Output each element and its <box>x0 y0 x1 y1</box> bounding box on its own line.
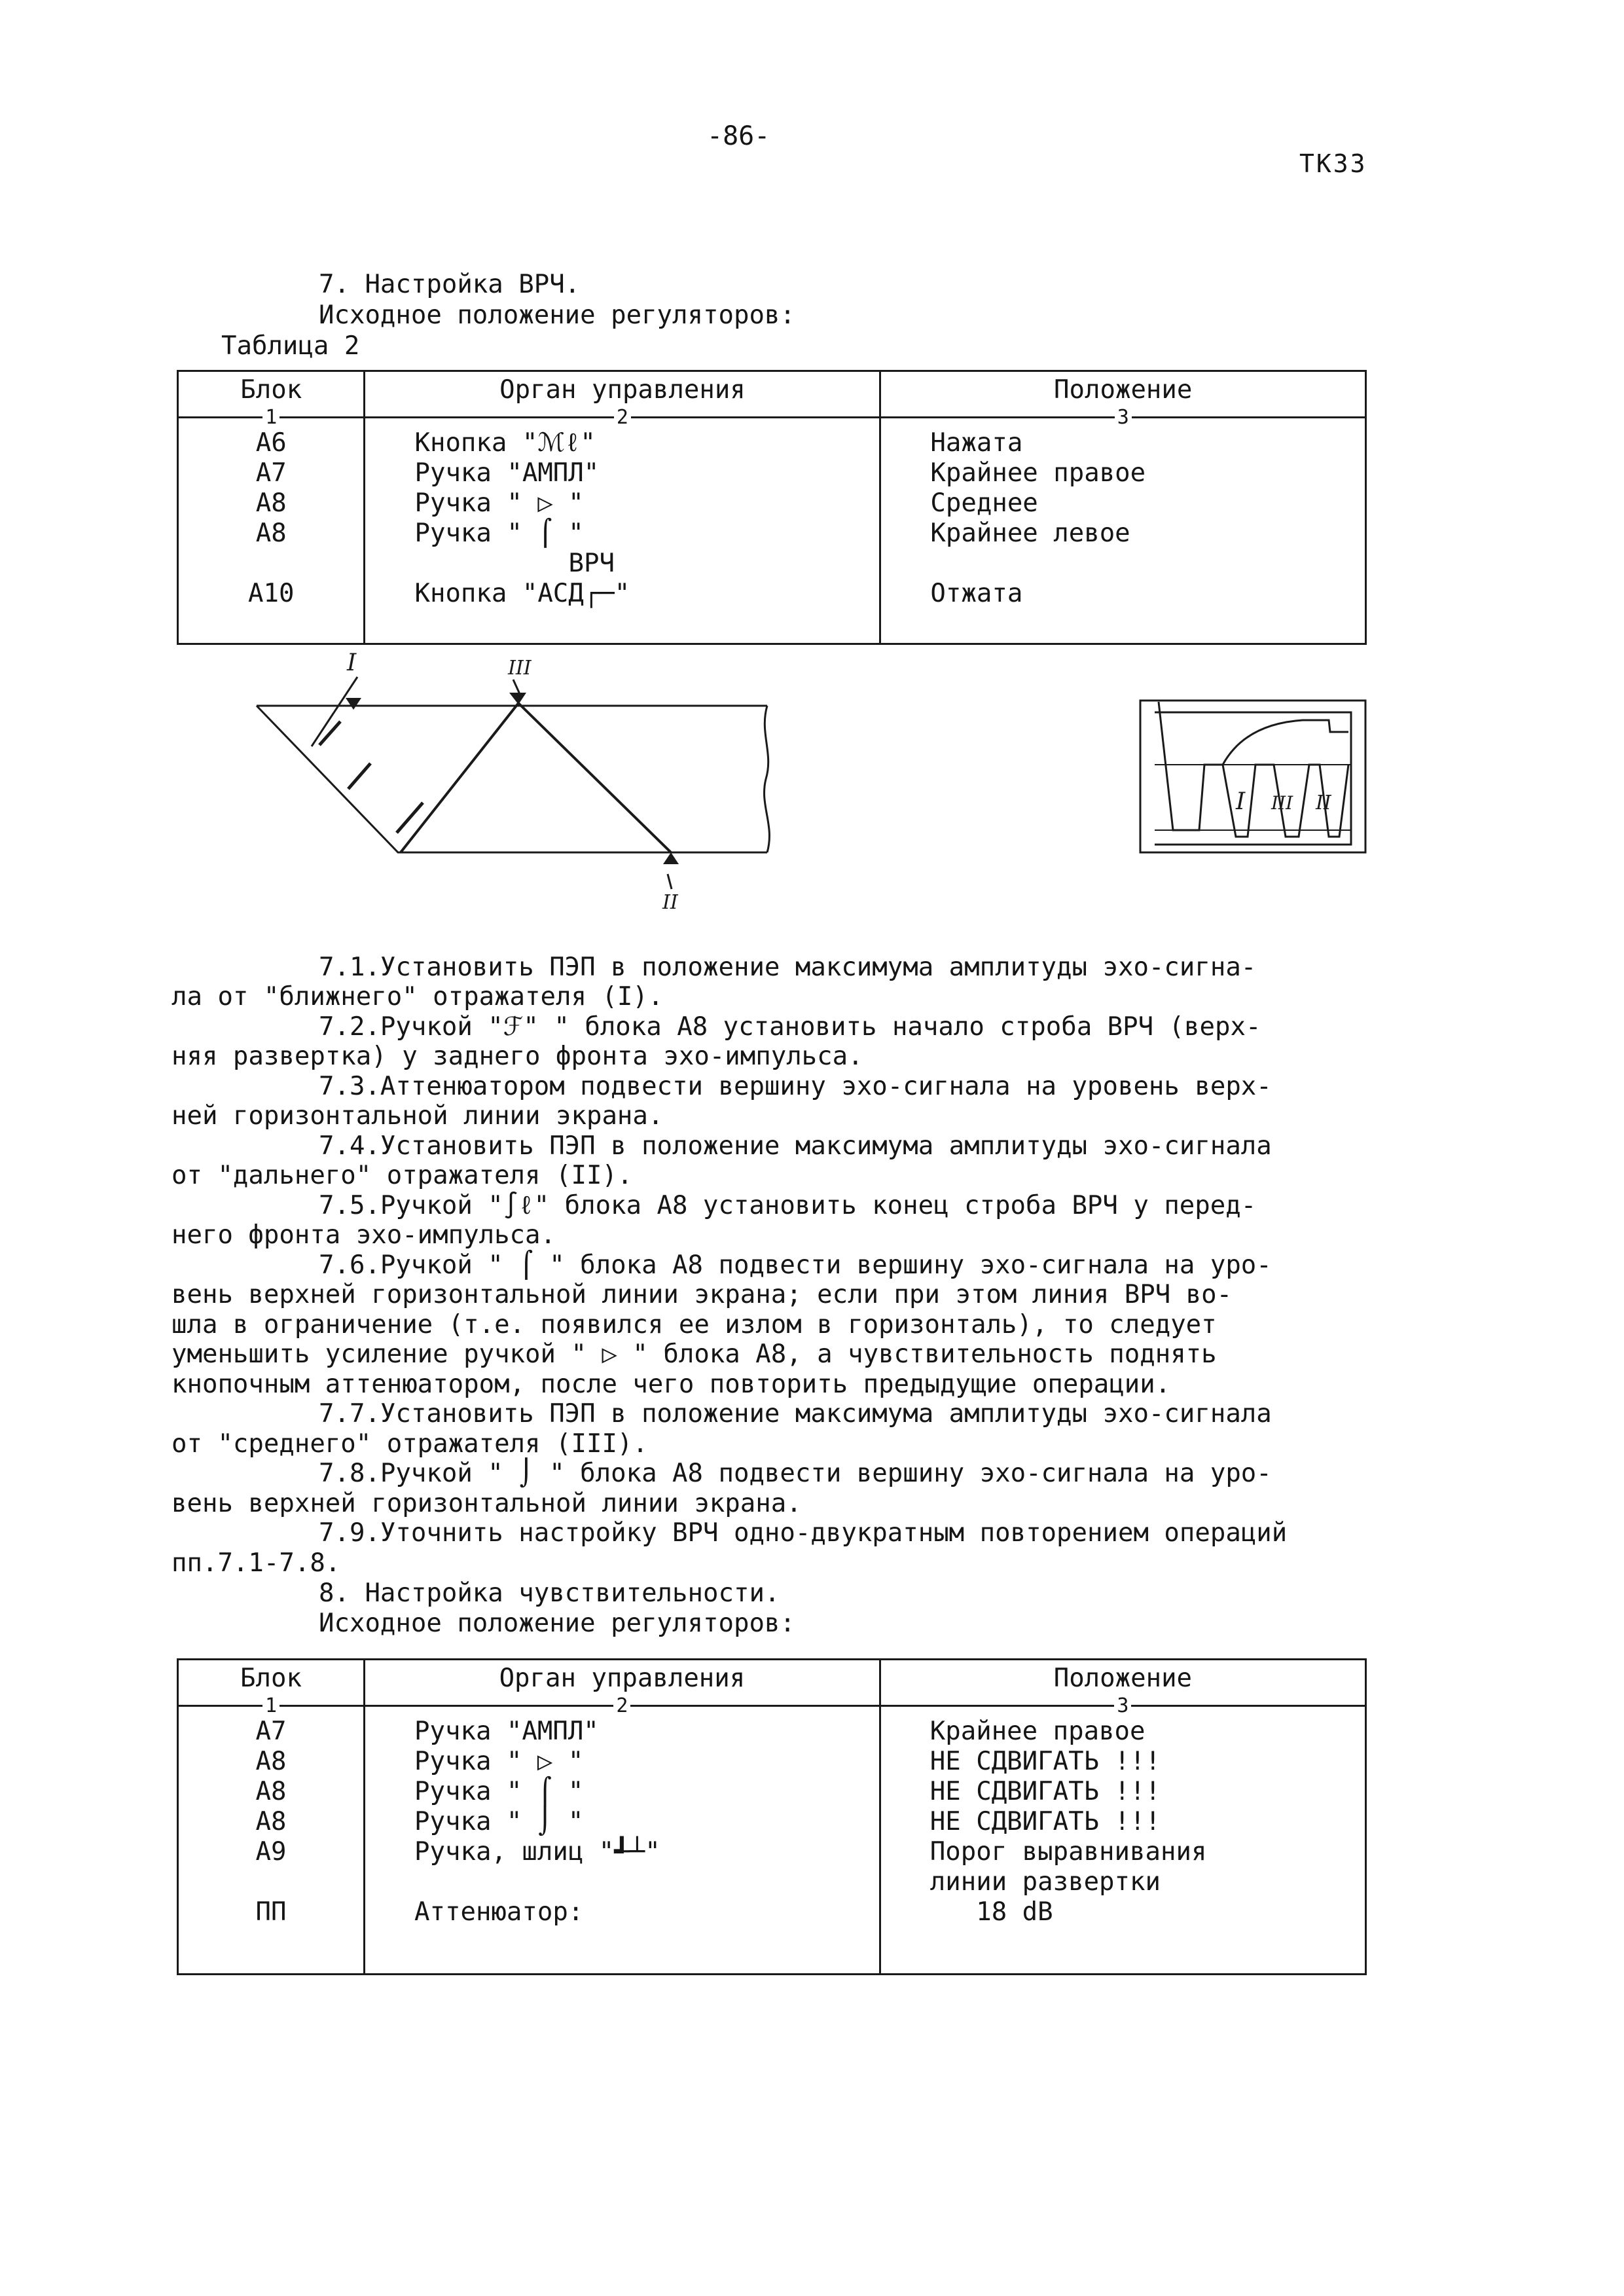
table2-header-control: Орган управления <box>499 375 746 405</box>
table-row: ВРЧ <box>568 549 615 578</box>
table2-colnum-1: 1 <box>179 407 363 427</box>
section8-subheading: Исходное положение регуляторов: <box>319 1609 795 1638</box>
step-line: 7.8.Ручкой " ⌡ " блока А8 подвести вершину эхо-сигнала на уро- <box>319 1459 1272 1488</box>
step-line: от "дальнего" отражателя (II). <box>171 1161 633 1190</box>
step-line: 7.4.Установить ПЭП в положение максимума амплитуды эхо-сигнала <box>319 1131 1272 1161</box>
table-row: А8 <box>255 1807 287 1836</box>
table-row: Среднее <box>930 488 1038 518</box>
table-row <box>414 1867 879 1897</box>
table-row: Порог выравнивания <box>929 1837 1207 1867</box>
step-line: пп.7.1-7.8. <box>171 1548 341 1578</box>
step-line: 7.3.Аттенюатором подвести вершину эхо-сигнала на уровень верх- <box>319 1072 1272 1101</box>
step-line: него фронта эхо-импульса. <box>171 1220 556 1250</box>
table2-colnum-3: 3 <box>881 407 1365 427</box>
step-line: 7.7.Установить ПЭП в положение максимума амплитуды эхо-сигнала <box>319 1399 1272 1429</box>
table-row: А8 <box>255 488 287 518</box>
table-row: Кнопка "ℳℓ" <box>414 428 596 458</box>
table-row <box>179 549 363 579</box>
table2-header-position: Положение <box>1054 375 1193 405</box>
table-row: А8 <box>255 1777 287 1806</box>
table2 <box>177 370 1367 645</box>
table3-header-control: Орган управления <box>499 1664 746 1693</box>
table-row: А8 <box>255 519 287 548</box>
marker-ii-label: II <box>662 891 678 914</box>
section7-subheading: Исходное положение регуляторов: <box>319 301 795 330</box>
scope-trace <box>1159 702 1348 837</box>
table-row: Кнопка "АСД┌─" <box>414 579 630 608</box>
step-line: ла от "ближнего" отражателя (I). <box>171 982 664 1011</box>
section8-heading: 8. Настройка чувствительности. <box>319 1578 780 1608</box>
table3-positions <box>881 1715 1365 1927</box>
table-row: Ручка " ⌠ " <box>414 519 584 548</box>
table-row: Ручка " ▷ " <box>414 1747 584 1776</box>
beam-down-right <box>518 703 671 852</box>
table-row: А6 <box>255 428 287 458</box>
step-line: 7.5.Ручкой "∫ℓ" блока А8 установить конец строба ВРЧ у перед- <box>319 1191 1257 1220</box>
table3-col1 <box>178 1660 365 1975</box>
doc-code: ТК33 <box>1299 149 1367 178</box>
step-line: 7.9.Уточнить настройку ВРЧ одно-двукратным повторением операций <box>319 1518 1288 1548</box>
table-row: А8 <box>255 1747 287 1776</box>
beam-down-left <box>401 703 518 852</box>
table-row: Отжата <box>930 579 1023 608</box>
step-line: шла в ограничение (т.е. появился ее излом в горизонталь), то следует <box>171 1310 1217 1339</box>
table-row: ПП <box>255 1897 287 1927</box>
table-row <box>930 549 1365 579</box>
table2-header-block: Блок <box>240 375 302 405</box>
probe-i-leader <box>312 677 357 746</box>
reflector-iii <box>348 763 370 789</box>
table3-col2 <box>365 1660 880 1975</box>
step-line: уменьшить усиление ручкой " ▷ " блока А8, а чувствительность поднять <box>171 1339 1217 1369</box>
table2-blocks <box>179 427 363 609</box>
table2-col3 <box>880 371 1366 644</box>
table3-col3 <box>880 1660 1365 1975</box>
table-row: НЕ СДВИГАТЬ !!! <box>929 1747 1161 1776</box>
table-row: НЕ СДВИГАТЬ !!! <box>929 1807 1161 1836</box>
table-row: А9 <box>255 1837 287 1867</box>
table-row: 18 dB <box>929 1897 1053 1927</box>
step-line: кнопочным аттенюатором, после чего повторить предыдущие операции. <box>171 1370 1171 1399</box>
table-row: А7 <box>255 458 287 488</box>
marker-iii-label: III <box>508 657 532 680</box>
scope-screen <box>1139 699 1368 856</box>
table-row: А7 <box>255 1717 287 1746</box>
table3-header-position: Положение <box>1053 1664 1193 1693</box>
table2-colnum-2: 2 <box>365 407 879 427</box>
step-line: 7.1.Установить ПЭП в положение максимума амплитуды эхо-сигна- <box>319 953 1257 982</box>
table-row: Ручка " ⌠ " <box>414 1777 584 1806</box>
table3-colnum-1: 1 <box>179 1696 363 1715</box>
table2-positions <box>881 427 1365 609</box>
marker-i-arrow <box>346 698 361 710</box>
probe-iii-leader <box>513 680 520 694</box>
reflector-i <box>319 721 340 745</box>
table3-blocks <box>179 1715 363 1927</box>
step-line: вень верхней горизонтальной линии экрана; если при этом линия ВРЧ во- <box>171 1280 1233 1309</box>
table2-controls <box>365 427 879 609</box>
table-row: Аттенюатор: <box>414 1897 584 1927</box>
table3-colnum-2: 2 <box>365 1696 879 1715</box>
section7-heading: 7. Настройка ВРЧ. <box>319 270 581 299</box>
probe-ii-leader <box>668 874 672 889</box>
step-line: вень верхней горизонтальной линии экрана. <box>171 1489 802 1518</box>
table2-col1 <box>178 371 365 644</box>
step-line: от "среднего" отражателя (III). <box>171 1429 648 1459</box>
table-row: Ручка " ⌡ " <box>414 1807 584 1836</box>
step-line: 7.6.Ручкой " ⌠ " блока А8 подвести вершину эхо-сигнала на уро- <box>319 1250 1272 1280</box>
table-row: Ручка " ▷ " <box>414 488 584 518</box>
specimen-diagram <box>249 648 772 923</box>
table-row <box>179 1867 363 1897</box>
table-row: линии развертки <box>929 1867 1161 1897</box>
step-line: ней горизонтальной линии экрана. <box>171 1101 664 1131</box>
table-row: А10 <box>248 579 295 608</box>
table-row: Ручка, шлиц "┹┴" <box>414 1837 660 1867</box>
scope-label-ii: II <box>1316 792 1331 814</box>
table2-col2 <box>365 371 880 644</box>
table-row: Крайнее правое <box>929 1717 1146 1746</box>
specimen-break-line <box>764 706 769 852</box>
scope-label-iii: III <box>1271 792 1293 814</box>
table-row: НЕ СДВИГАТЬ !!! <box>929 1777 1161 1806</box>
table-row: Крайнее левое <box>930 519 1130 548</box>
table3-header-block: Блок <box>240 1664 302 1693</box>
table-row: Ручка "АМПЛ" <box>414 1717 599 1746</box>
table-row: Ручка "АМПЛ" <box>414 458 600 488</box>
table3 <box>177 1658 1367 1975</box>
table3-controls <box>365 1715 879 1927</box>
table3-colnum-3: 3 <box>881 1696 1365 1715</box>
page-number: -86- <box>707 121 770 151</box>
marker-i-label: I <box>347 649 357 676</box>
scope-label-i: I <box>1236 788 1246 815</box>
table-row: Нажата <box>930 428 1023 458</box>
marker-ii-arrow <box>663 852 679 864</box>
table-row: Крайнее правое <box>930 458 1146 488</box>
marker-iii-arrow <box>509 693 526 704</box>
step-line: 7.2.Ручкой "ℱ" " блока А8 установить начало строба ВРЧ (верх- <box>319 1012 1261 1042</box>
table-caption: Таблица 2 <box>221 331 360 361</box>
step-line: няя развертка) у заднего фронта эхо-импульса. <box>171 1042 863 1071</box>
scope-vrch-line <box>1223 720 1348 765</box>
